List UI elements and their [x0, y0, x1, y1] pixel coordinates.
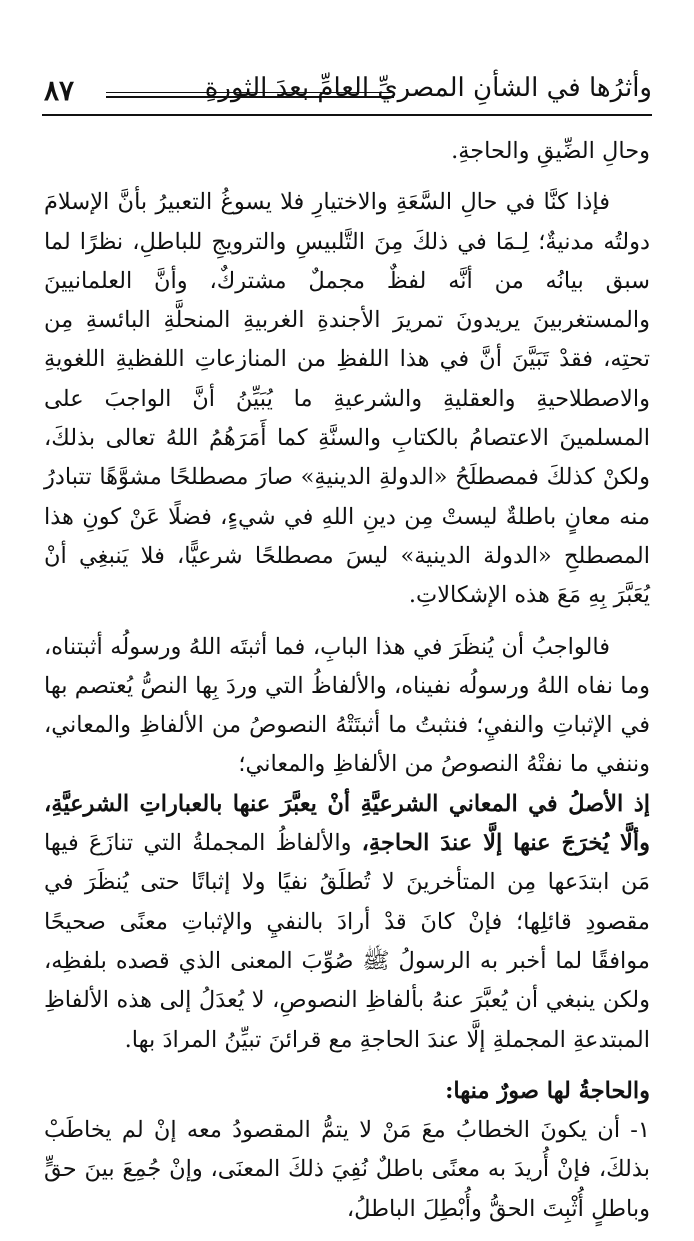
paragraph-2: فإذا كنَّا في حالِ السَّعَةِ والاختيارِ فلا يسوغُ التعبيرُ بأنَّ الإسلامَ دولتُه مدنيةٌ؛ لِـمَا في ذلكَ مِنَ التَّلبيسِ والترويجِ للباطلِ، نظرًا لما سبق بيانُه من أنَّه لفظٌ مجملٌ مشتركٌ، وأنَّ العلمانيينَ والمستغربينَ يريدونَ تمريرَ الأجندةِ الغربيةِ المنحلَّةِ البائسةِ مِن تحتِه، فقدْ تَبَيَّنَ أنَّ في هذا اللفظِ من المنازعاتِ اللفظيةِ اللغويةِ والاصطلاحيةِ والعقليةِ والشرعيةِ ما يُبَيِّنُ أنَّ الواجبَ على المسلمينَ الاعتصامُ بالكتابِ والسنَّةِ كما أَمَرَهُمُ اللهُ تعالى بذلكَ، ولكنْ كذلكَ فمصطلَحُ «الدولةِ الدينيةِ» صارَ مصطلحًا مشوَّهًا تتبادرُ منه معانٍ باطلةٌ ليستْ مِن دينِ اللهِ في شيءٍ، فضلًا عَنْ كونِ هذا المصطلحِ «الدولة الدينية» ليسَ مصطلحًا شرعيًّا، فلا يَنبغِي أنْ يُعَبَّرَ بِهِ مَعَ هذه الإشكالاتِ.: [44, 189, 650, 609]
running-title: وأثرُها في الشأنِ المصريِّ العامِّ بعدَ الثورةِ: [204, 73, 652, 103]
bold-rule: إذ الأصلُ في المعاني الشرعيَّةِ أنْ يعبَّرَ عنها بالعباراتِ الشرعيَّةِ، وألَّا يُخرَجَ عنها إلَّا عندَ الحاجةِ،: [44, 790, 650, 857]
header-divider: [42, 114, 652, 116]
paragraph-1: وحالِ الضِّيقِ والحاجةِ.: [451, 138, 650, 164]
paragraph-4-continuation: والألفاظُ المجملةُ التي تنازَعَ فيها مَن ابتدَعها مِن المتأخرينَ لا تُطلَقُ نفيًا ولا إثباتًا حتى يُنظَرَ في مقصودِ قائلِها؛ فإنْ كانَ قدْ أرادَ بالنفيِ والإثباتِ معنًى صحيحًا موافقًا لما أخبر به الرسولُ ﷺ صُوِّبَ المعنى الذي قصده بلفظِه، ولكن ينبغي أن يُعبَّرَ عنهُ بألفاظِ النصوصِ، لا يُعدَلُ إلى هذه الألفاظِ المبتدعةِ المجملةِ إلَّا عندَ الحاجةِ مع قرائنَ تبيِّنُ المرادَ بها.: [44, 830, 650, 1053]
subheading: والحاجةُ لها صورٌ منها:: [445, 1077, 650, 1104]
paragraph-4: [44, 785, 650, 1060]
list-item-1: ١- أن يكونَ الخطابُ معَ مَنْ لا يتمُّ المقصودُ معه إنْ لم يخاطَبْ بذلكَ، فإنْ أُريدَ به معنًى باطلٌ نُفِيَ ذلكَ المعنَى، وإنْ جُمِعَ بينَ حقٍّ وباطلٍ أُثْبِتَ الحقُّ وأُبْطِلَ الباطلُ،: [44, 1117, 650, 1222]
paragraph-3: فالواجبُ أن يُنظَرَ في هذا البابِ، فما أثبتَه اللهُ ورسولُه أثبتناه، وما نفاه اللهُ ورسولُه نفيناه، والألفاظُ التي وردَ بِها النصُّ يُعتصم بها في الإثباتِ والنفيِ؛ فنثبتُ ما أثبتَتْهُ النصوصُ من الألفاظِ والمعاني، وننفي ما نفتْهُ النصوصُ من الألفاظِ والمعاني؛: [44, 633, 651, 778]
page-number: ٨٧: [44, 74, 75, 107]
page-body: [44, 132, 650, 1241]
running-header: [42, 68, 652, 112]
